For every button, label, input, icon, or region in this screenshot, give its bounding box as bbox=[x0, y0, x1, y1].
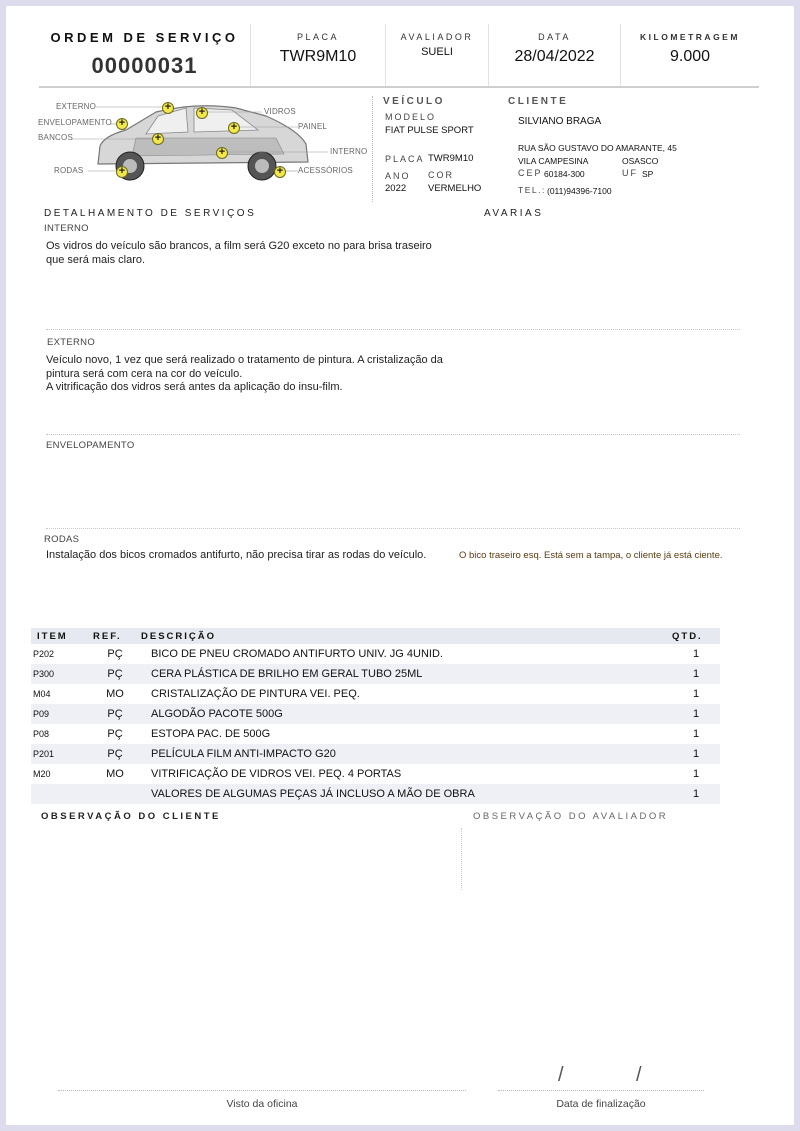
externo-text-line-3: A vitrificação dos vidros será antes da aplicação do insu-film. bbox=[46, 381, 343, 393]
table-row bbox=[31, 724, 720, 744]
externo-marker-icon[interactable]: + bbox=[162, 102, 174, 114]
data-finalizacao-line bbox=[498, 1090, 704, 1091]
item-desc: ESTOPA PAC. DE 500G bbox=[151, 728, 271, 740]
interno-text-line-2: que será mais claro. bbox=[46, 253, 146, 266]
cliente-cidade: OSASCO bbox=[622, 156, 659, 166]
placa-label: PLACA bbox=[296, 32, 339, 42]
car-label-interno: INTERNO bbox=[330, 147, 368, 156]
items-table-header bbox=[31, 628, 720, 644]
visto-signature-line bbox=[58, 1090, 466, 1091]
painel-marker-icon[interactable]: + bbox=[228, 122, 240, 134]
envelopamento-label: ENVELOPAMENTO bbox=[46, 440, 135, 451]
externo-label: EXTERNO bbox=[47, 337, 96, 348]
col-desc-header: DESCRIÇÃO bbox=[137, 628, 672, 644]
item-ref: PÇ bbox=[107, 648, 123, 660]
table-row bbox=[31, 704, 720, 724]
detalhamento-title: DETALHAMENTO DE SERVIÇOS bbox=[44, 208, 257, 219]
envelopamento-divider bbox=[46, 528, 740, 529]
item-qtd: 1 bbox=[692, 768, 700, 780]
data-label: DATA bbox=[538, 32, 571, 42]
car-label-bancos: BANCOS bbox=[38, 133, 73, 142]
item-qtd: 1 bbox=[692, 648, 700, 660]
modelo-label: MODELO bbox=[385, 112, 437, 122]
table-row bbox=[31, 784, 720, 804]
cliente-endereco: RUA SÃO GUSTAVO DO AMARANTE, 45 bbox=[518, 143, 677, 153]
order-title-cell bbox=[39, 24, 251, 86]
item-ref: PÇ bbox=[93, 704, 137, 724]
externo-text-line-2: pintura será com cera na cor do veículo. bbox=[46, 367, 243, 380]
ano-label: ANO bbox=[385, 171, 411, 181]
item-desc: CERA PLÁSTICA DE BRILHO EM GERAL TUBO 25ML bbox=[137, 664, 672, 684]
item-desc: BICO DE PNEU CROMADO ANTIFURTO UNIV. JG 4UNID. bbox=[151, 648, 443, 660]
placa-value: TWR9M10 bbox=[279, 48, 357, 65]
envelopamento-marker-icon[interactable]: + bbox=[116, 118, 128, 130]
col-qtd-header: QTD. bbox=[672, 628, 720, 644]
order-title: ORDEM DE SERVIÇO bbox=[50, 30, 239, 45]
km-value: 9.000 bbox=[669, 48, 711, 65]
item-qtd: 1 bbox=[672, 664, 720, 684]
table-row bbox=[31, 764, 720, 784]
externo-text-line-1: Veículo novo, 1 vez que será realizado o tratamento de pintura. A cristalização da bbox=[46, 354, 443, 366]
rodas-text: Instalação dos bicos cromados antifurto, não precisa tirar as rodas do veículo. bbox=[46, 549, 427, 561]
item-desc: PELÍCULA FILM ANTI-IMPACTO G20 bbox=[137, 744, 672, 764]
cliente-nome: SILVIANO BRAGA bbox=[518, 116, 602, 127]
item-desc: CRISTALIZAÇÃO DE PINTURA VEI. PEQ. bbox=[151, 688, 360, 700]
item-qtd: 1 bbox=[692, 728, 700, 740]
service-order-page bbox=[6, 6, 794, 1125]
col-ref-header: REF. bbox=[93, 628, 137, 644]
externo-text bbox=[46, 354, 466, 395]
item-code bbox=[31, 784, 93, 804]
cep-label: CEP bbox=[518, 168, 543, 178]
item-ref: PÇ bbox=[107, 728, 123, 740]
veiculo-title: VEÍCULO bbox=[383, 96, 445, 107]
veiculo-placa-label: PLACA bbox=[385, 154, 425, 164]
km-label: KILOMETRAGEM bbox=[640, 32, 740, 42]
placa-cell bbox=[251, 24, 386, 86]
car-diagram bbox=[36, 94, 366, 186]
interno-marker-icon[interactable]: + bbox=[216, 147, 228, 159]
date-slash-1: / bbox=[558, 1064, 564, 1086]
data-value: 28/04/2022 bbox=[514, 48, 595, 65]
bancos-marker-icon[interactable]: + bbox=[152, 133, 164, 145]
item-qtd: 1 bbox=[692, 688, 700, 700]
avaliador-label: AVALIADOR bbox=[400, 32, 474, 42]
car-label-externo: EXTERNO bbox=[56, 102, 97, 111]
items-table-body bbox=[31, 644, 720, 804]
veiculo-placa-value: TWR9M10 bbox=[428, 153, 474, 164]
item-ref bbox=[93, 784, 137, 804]
item-desc: VALORES DE ALGUMAS PEÇAS JÁ INCLUSO A MÃO DE OBRA bbox=[137, 784, 672, 804]
interno-label: INTERNO bbox=[44, 223, 89, 234]
avaliador-cell bbox=[386, 24, 489, 86]
col-item-header: ITEM bbox=[31, 628, 93, 644]
observacao-avaliador-title: OBSERVAÇÃO DO AVALIADOR bbox=[473, 811, 669, 822]
item-ref: MO bbox=[106, 688, 124, 700]
vidros-marker-icon[interactable]: + bbox=[196, 107, 208, 119]
table-row bbox=[31, 644, 720, 664]
item-ref: PÇ bbox=[93, 664, 137, 684]
uf-label: UF bbox=[622, 168, 638, 178]
date-slash-2: / bbox=[636, 1064, 642, 1086]
ano-value: 2022 bbox=[385, 183, 407, 194]
table-row bbox=[31, 684, 720, 704]
item-code: P08 bbox=[33, 729, 50, 739]
tel-label: TEL.: bbox=[518, 185, 546, 195]
avaliador-value: SUELI bbox=[421, 46, 453, 58]
item-code: M20 bbox=[33, 769, 51, 779]
item-code: P300 bbox=[31, 664, 93, 684]
acessorios-marker-icon[interactable]: + bbox=[274, 166, 286, 178]
item-code: P09 bbox=[31, 704, 93, 724]
cliente-title: CLIENTE bbox=[508, 96, 569, 107]
rodas-avaria-text: O bico traseiro esq. Está sem a tampa, o cliente já está ciente. bbox=[459, 550, 723, 561]
modelo-value: FIAT PULSE SPORT bbox=[385, 125, 474, 136]
data-finalizacao-label: Data de finalização bbox=[556, 1098, 646, 1110]
cliente-bairro: VILA CAMPESINA bbox=[518, 156, 589, 166]
item-code: P201 bbox=[31, 744, 93, 764]
interno-text bbox=[46, 240, 446, 267]
km-cell bbox=[621, 24, 759, 86]
avarias-title: AVARIAS bbox=[484, 208, 544, 219]
car-label-vidros: VIDROS bbox=[264, 107, 296, 116]
cor-label: COR bbox=[428, 170, 454, 180]
item-qtd: 1 bbox=[672, 744, 720, 764]
header-bottom-rule bbox=[39, 86, 759, 88]
table-row bbox=[31, 744, 720, 764]
uf-value: SP bbox=[642, 169, 654, 179]
order-number: 00000031 bbox=[91, 53, 198, 78]
tel-value: (011)94396-7100 bbox=[547, 186, 612, 196]
car-label-rodas: RODAS bbox=[54, 166, 84, 175]
item-code: M04 bbox=[33, 689, 51, 699]
item-desc: ALGODÃO PACOTE 500G bbox=[137, 704, 672, 724]
item-code: P202 bbox=[33, 649, 55, 659]
rodas-marker-icon[interactable]: + bbox=[116, 166, 128, 178]
observacao-cliente-title: OBSERVAÇÃO DO CLIENTE bbox=[41, 811, 221, 822]
item-ref: MO bbox=[106, 768, 124, 780]
externo-divider bbox=[46, 434, 740, 435]
car-label-envelopamento: ENVELOPAMENTO bbox=[38, 118, 112, 127]
data-cell bbox=[489, 24, 621, 86]
cor-value: VERMELHO bbox=[428, 183, 482, 194]
item-qtd: 1 bbox=[672, 704, 720, 724]
item-ref: PÇ bbox=[93, 744, 137, 764]
interno-text-line-1: Os vidros do veículo são brancos, a film será G20 exceto no para brisa traseiro bbox=[46, 240, 432, 252]
item-qtd: 1 bbox=[672, 784, 720, 804]
observacao-divider bbox=[461, 828, 462, 890]
cep-value: 60184-300 bbox=[544, 169, 585, 179]
car-label-acessorios: ACESSÓRIOS bbox=[298, 166, 353, 175]
interno-divider bbox=[46, 329, 740, 330]
vehicle-divider bbox=[372, 96, 373, 202]
visto-label: Visto da oficina bbox=[226, 1098, 298, 1110]
items-table bbox=[31, 628, 720, 804]
car-label-painel: PAINEL bbox=[298, 122, 328, 131]
item-desc: VITRIFICAÇÃO DE VIDROS VEI. PEQ. 4 PORTAS bbox=[151, 768, 402, 780]
table-row bbox=[31, 664, 720, 684]
rodas-label: RODAS bbox=[44, 534, 80, 545]
